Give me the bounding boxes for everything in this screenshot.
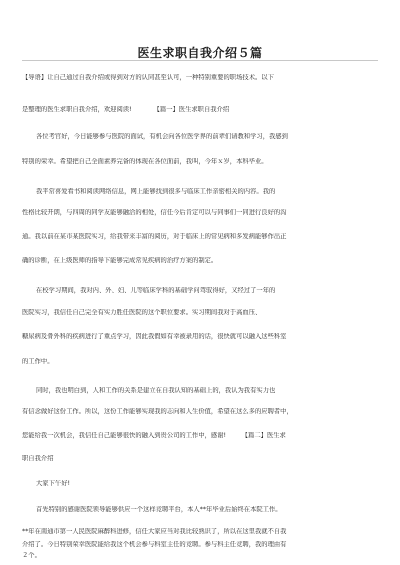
text-line: 在校学习期间，我对内、外、妇、儿等临床学科的基础学问驾驭得好，又经过了一年的 [36, 287, 276, 294]
text-line: 大家下午好! [36, 480, 71, 487]
text-line: 的工作中。 [22, 358, 54, 365]
text-line: **年在南通市第一人民医院麻醉科进修，信任大家应当对我比较熟识了，所以在这里我就不自我 [22, 528, 287, 535]
title-divider [22, 60, 378, 61]
text-line: ２个。 [22, 552, 41, 559]
page-title: 医生求职自我介绍５篇 [137, 46, 263, 60]
text-line: 特别的荣幸。希望把自己全面素养完备的体现在各位面前，我叫，今年ｘ岁，本科毕业。 [22, 158, 268, 165]
text-line: 各位考官好，今日能够参与医院的面试，有机会向各位医学界的前辈们请教和学习，我感到 [36, 133, 288, 140]
text-line: 【导语】让自己通过自我介绍或得到对方的认同甚至认可，一种特别重要的职场技术。以下 [22, 74, 274, 81]
text-line: 有信念做好这份工作。所以，这份工作能够实现我的志向和人生价值，希望在这么多的应聘者中， [22, 408, 293, 415]
text-line: 糖尿病及骨外科的疾病进行了重点学习，因此我假如有幸被录用的话，很快就可以融入这些科室 [22, 333, 287, 340]
text-line: 性格比较开朗，与四周的同学友能够融洽的相处，信任今后肯定可以与同事们一同进行良好的沟 [22, 209, 287, 216]
text-line: 是整理的医生求职自我介绍，欢迎阅读! 【篇一】医生求职自我介绍 [22, 106, 230, 113]
text-line: 同时，我也明白到，人和工作的关系是建立在自我认知的基础上的，我认为我有实力也 [36, 387, 276, 394]
text-line: 您能给我一次机会，我信任自己能够很快的融入到贵公司的工作中，感谢! 【篇二】医生求 [22, 432, 286, 439]
text-line: 确的诊断，在上级医师的指导下能够完成常见疾病的治疗方案的制定。 [22, 257, 218, 264]
text-line: 职自我介绍 [22, 455, 54, 462]
document-page [22, 22, 378, 552]
text-line: 我平常喜爱看书和阅读网络信息，网上能够找到很多与临床工作亲密相关的内容。我的 [36, 188, 276, 195]
text-line: 医院实习，我信任自己完全有实力胜任医院的这个职位要求。实习期间我对于高血压、 [22, 309, 262, 316]
text-line: 介绍了。今日特别荣幸医院能给我这个机会参与科室主任的竞聘。参与科主任竞聘，我的理由有 [22, 541, 287, 548]
text-line: 首先特别的感谢医院领导能够供应一个这样竞聘平台，本人**年毕业后始终在本院工作。 [36, 506, 282, 513]
text-line: 通。我以前在某市某医院实习，给我带来丰富的阅历，对于临床上的常见病和多发病能够作出正 [22, 233, 287, 240]
